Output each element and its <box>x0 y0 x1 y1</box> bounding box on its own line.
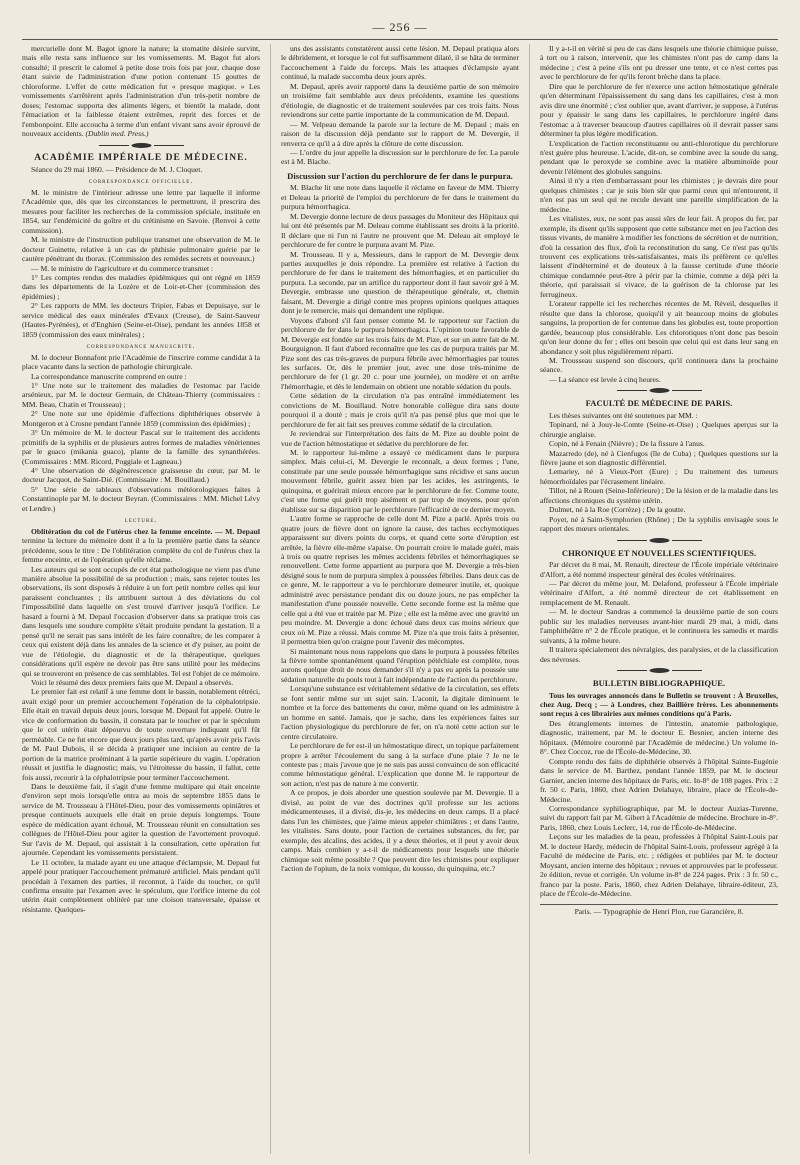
column-3 <box>529 44 778 1154</box>
col2-paragraph: — M. Velpeau demande la parole sur la lecture de M. Depaul ; mais en raison de la discussion déjà pendante sur le rapport de M. Devergie, il renverra ce qu'il a à dire après la clôture de cette discussion. <box>281 119 519 148</box>
col3-paragraph: Les vitalistes, eux, ne sont pas aussi sûrs de leur fait. A propos du fer, par exemple, ils disent qu'ils supposent que cette substance met en jeu l'action des tissus vivants, de manière à modifier les fonctions de sécrétion et de nutrition, d'où la cessation des flux, d'où la reconstitution du sang. Ce n'est pas qu'ils trouvent ces explications très-satisfaisantes, mais ils préfèrent ce qu'elles laissent d'indéterminé et de douteux à la fausse certitude d'une théorie chimique condamnée peut-être à périr par la chimie, comme a déjà péri la théorie, qui paraissait si vivace, de la guérison de la chlorose par les ferrugineux. <box>540 214 778 299</box>
reading-item: Dans le deuxième fait, il s'agit d'une femme multipare qui était enceinte d'environ sept mois lorsqu'elle entra au mois de septembre 1855 dans le service de M. Trousseau à l'Hôtel-Dieu, pour des vomissements opiniâtres et presque continuels auxquels elle était en proie depuis longtemps. Toute espèce de médication ayant échoué, M. Trousseau réunit en consultation ses collègues de l'Hôtel-Dieu pour agiter la question de l'avortement provoqué. Sur l'avis de M. Depaul, qui assistait à la consultation, cette opération fut ajournée. Cependant les vomissements persistaient. <box>22 781 260 858</box>
discussion-paragraph: Voyons d'abord s'il faut penser comme M. le rapporteur sur l'action du perchlorure de fer dans le purpura hémorrhagica. L'opinion toute favorable de M. Devergie est fondée sur les trois faits de M. Pize, et sur un autre fait de M. Bourguignon. Il faut d'abord reconnaître que les cas de purpura traités par M. Pize sont des cas très-graves de purpura fébrile avec hémorrhagies par toutes les surfaces. Or, dès le premier jour, avec une dose très-minime de perchlorure de fer (1 gr. 20 c. pour une journée), on modère et on arrête l'hémorrhagie, et dès le lendemain on obtient une notable sédation du pouls. <box>281 315 519 391</box>
session-line: Séance du 29 mai 1860. — Présidence de M. J. Cloquet. <box>31 164 203 174</box>
reading-item: Le 11 octobre, la malade ayant eu une attaque d'éclampsie, M. Depaul fut appelé pour pratiquer l'accouchement prématuré artificiel. Mais pendant qu'il procédait à l'examen des parties, il reconnut, à l'aide du toucher, ce qu'il confirma ensuite par l'examen avec le spéculum, que l'orifice interne du col utérin était complètement oblitéré par une cloison transversale, épaisse et résistante. Quelques- <box>22 857 260 914</box>
discussion-paragraph: Je reviendrai sur l'interprétation des faits de M. Pize au double point de vue de l'action hémostatique et sédative du perchlorure de fer. <box>281 429 519 448</box>
discussion-paragraph: M. Trousseau. Il y a, Messieurs, dans le rapport de M. Devergie deux parties auxquelles je dois répondre. La première est relative à l'action du perchlorure de fer dans le traitement des hémorrhagies, et en particulier du purpura. La seconde, par un artifice du rapporteur dont il faut savoir gré à M. Devergie, embrasse une question de thérapeutique générale, et, chemin faisant, M. Devergie a dirigé contre mes propres opinions quelques attaques dont je le remercie, mais qui demandent une réplique. <box>281 249 519 316</box>
discussion-paragraph: L'autre forme se rapproche de celle dont M. Pize a parlé. Après trois ou quatre jours de fièvre dont on ignore la cause, des taches ecchymotiques apparaissent sur divers points du corps, et quand cette sorte d'éruption est arrêtée, la fièvre elle-même s'apaise. On pourrait croire le malade guéri, mais à trois ou quatre reprises les mêmes accidents fébriles et hémorrhagiques se renouvellent. Cette forme appartient au purpura que M. Devergie a très-bien désigné sous le nom de purpura simplex à poussées fébriles. Dans deux cas de ce genre, M. le rapporteur a vu le perchlorure demeurer inutile, et, quoique administré avec persistance pendant dix ou douze jours, ne pas empêcher la manifestation d'une poussée nouvelle. Cette seconde forme est la même que celle qui a été vue et traitée par M. Pize ; elle est la même avec une gravité un peu moindre. M. Devergie a donc échoué dans deux cas moins sérieux que ceux où M. Pize a réussi. Mais comme M. Pize n'a que trois faits à présenter, il permettra bien qu'on craigne pour l'avenir des mécomptes. <box>281 514 519 647</box>
official-list <box>22 188 260 339</box>
manuscript-list <box>22 353 260 514</box>
discussion-paragraph: Si maintenant nous nous rappelons que dans le purpura à poussées fébriles la fièvre tombe spontanément quand l'éruption pétéchiale est complète, nous aurons quelque droit de nous demander s'il n'y a pas eu après la poussée une sédation naturelle du pouls tout à fait indépendante de l'action du perchlorure. <box>281 646 519 684</box>
reading-paragraph <box>22 527 260 565</box>
col3-paragraph: M. Trousseau suspend son discours, qu'il continuera dans la prochaine séance. <box>540 355 778 375</box>
official-item: M. le ministre de l'intérieur adresse une lettre par laquelle il informe l'Académie que, dès que les circonstances le permettront, il prescrira des mesures pour faciliter les recherches de la commission spéciale, instituée en 1854, sur l'endémicité du goître et du crétinisme en Savoie. (Renvoi à cette commission). <box>22 187 260 235</box>
discussion-paragraph: M. le rapporteur lui-même a essayé ce médicament dans le purpura simplex. Mais celui-ci, M. Devergie le reconnaît, a deux formes ; l'une, constituée par une seule poussée hémorrhagique sans récidive et sans aucun mouvement fébrile, guérit assez bien par les acides, les astringents, le quinquina, et guérirait mieux encore par le perchlorure de fer. Comme toute, c'est une forme qui guérit trop aisément et par trop de moyens, pour qu'on établisse sur sa disparition par le perchlorure l'efficacité de ce dernier moyen. <box>281 448 519 514</box>
chronique-title: CHRONIQUE ET NOUVELLES SCIENTIFIQUES. <box>561 547 757 558</box>
thesis-item: Dulmet, né à la Roe (Corrèze) ; De la goutte. <box>549 505 686 515</box>
intro-citation: (Dublin med. Press.) <box>85 129 149 139</box>
col3-paragraph: — La séance est levée à cinq heures. <box>549 374 661 384</box>
chronique-item: Par décret du 8 mai, M. Renault, directeur de l'École impériale vétérinaire d'Alfort, a été nommé inspecteur général des écoles vétérinaires. <box>540 560 778 579</box>
reading-item: Voici le résumé des deux premiers faits que M. Depaul a observés. <box>31 678 234 687</box>
official-item: 2° Les rapports de MM. les docteurs Tripier, Fabas et Depuisaye, sur le service médical des eaux minérales d'Evaux (Creuse), de Saint-Sauveur (Hautes-Pyrénées), et d'Enghien (Seine-et-Oise), pendant les années 1858 et 1859 (commission des eaux minérales) ; <box>22 301 260 339</box>
reading-text: termine la lecture du mémoire dont il a lu la première partie dans la séance précédente, sous le titre : De l'oblitération complète du col de l'utérus chez la femme enceinte, et de l'opération qu'elle réclame. <box>22 536 260 565</box>
bulletin-intro: Tous les ouvrages annoncés dans le Bulletin se trouvent : À Bruxelles, chez Aug. Decq ; — à Londres, chez Baillière frères. Les abonnements sont reçus à ces librairies aux mêmes conditions qu'à Paris. <box>540 690 778 719</box>
thesis-item: Mazarredo (de), né à Cienfugos (île de Cuba) ; Quelques questions sur la fièvre jaune et son diagnostic différentiel. <box>540 448 778 468</box>
discussion-paragraph: M. Blache lit une note dans laquelle il réclame en faveur de MM. Thierry et Deleau la priorité de l'emploi du perchlorure de fer dans le traitement du purpura hémorrhagica. <box>281 183 519 212</box>
discussion-paragraph: Le perchlorure de fer est-il un hémostatique direct, un topique parfaitement propre à arrêter l'écoulement du sang à la surface d'une plaie ? Je ne le conteste pas ; mais j'avoue que je ne suis pas aussi convaincu de son efficacité comme hémostatique général. L'explication que donne M. le rapporteur de son action, n'est pas de nature à me convertir. <box>281 741 519 788</box>
bulletin-item: Des étranglements internes de l'intestin, anatomie pathologique, diagnostic, traitement, par M. le docteur E. Besnier, ancien interne des hôpitaux. (Mémoire couronné par l'Académie de médecine.) Un volume in-8°. Chez Coccoz, rue de l'École-de-Médecine, 30. <box>540 718 778 757</box>
chronique-item: — M. le docteur Sandras a commencé la deuxième partie de son cours public sur les maladies nerveuses avant-hier mardi 29 mai, à midi, dans l'amphithéâtre n° 2 de l'École pratique, et le continuera les samedis et mardis suivants, à la même heure. <box>540 607 778 645</box>
reading-heading: lecture. <box>124 516 158 525</box>
col2-paragraph: M. Depaul, après avoir rapporté dans la deuxième partie de son mémoire un troisième fait semblable aux deux précédents, examine les questions d'étiologie, de diagnostic et de traitement soulevées par ces trois faits. Nous reviendrons sur cette partie importante de la communication de M. Depaul. <box>281 81 519 120</box>
thesis-item: Poyet, né à Saint-Symphorien (Rhône) ; De la syphilis envisagée sous le rapport des mœurs orientales. <box>540 514 778 534</box>
ornament-divider-icon <box>99 142 184 149</box>
chronique-list <box>540 560 778 664</box>
manuscript-item: 1° Une note sur le traitement des maladies de l'estomac par l'acide arsénieux, par M. le docteur Germain, de Château-Thierry (commissaires : MM. Beau, Chatin et Trousseau) ; <box>22 380 260 409</box>
ornament-divider-icon <box>617 667 702 674</box>
col3-paragraph: L'explication de l'action reconstituante ou anti-chlorotique du perchlorure n'est guère plus heureuse. L'acide, dit-on, se combine avec la soude du sang, pendant que le peroxyde se combine avec la matière albuminoïde pour devenir l'élément des globules sanguins. <box>540 138 778 176</box>
ornament-divider-icon <box>617 387 702 394</box>
col3-paragraph: Dire que le perchlorure de fer n'exerce une action hémostatique générale qu'en déterminant l'épaississement du sang dans les capillaires, c'est à mon avis dire une énormité ; c'est oublier que, avant d'arriver, je suppose, à l'utérus pour y épaissir le sang dans les capillaires, le perchlorure ingéré dans l'estomac a à traverser beaucoup d'autres capillaires où il devrait passer sans déterminer la plus légère modification. <box>540 81 778 139</box>
manuscript-item: 4° Une observation de dégénérescence graisseuse du cœur, par M. le docteur Jacquot, de Saint-Dié. (Commissaire : M. Bouillaud.) <box>22 466 260 485</box>
reading-item: Les auteurs qui se sont occupés de cet état pathologique ne vient pas d'une manière absolue la possibilité de sa production ; mais, sans rejeter toutes les observations, ils sont disposés à réduire à un fort petit nombre celles qui leur paraissent concluantes ; ils attribuent surtout à des déviations du col l'impossibilité dans laquelle on s'est trouvé d'arriver jusqu'à l'orifice. Le hasard a fourni à M. Depaul l'occasion d'observer dans sa pratique trois cas dans lesquels une soudure complète s'était produite pendant la gestation. Il a pensé qu'il ne serait pas sans intérêt de les faire connaître, de les comparer à ceux qui existent déjà dans les annales de la science et d'y puiser, au point de vue de l'étiologie, du diagnostic et de la thérapeutique, quelques considérations qu'il espère ne devoir pas être sans utilité pour les médecins qui se trouveront en présence de cas semblables. Tel est l'objet de ce mémoire. <box>22 564 260 678</box>
discussion-paragraph: A ce propos, je dois aborder une question soulevée par M. Devergie. Il a divisé, au point de vue des doctrines qu'il professe sur les actions médicamenteuses, il a divisé, dis-je, les médecins en deux camps. Il a placé dans l'un les chimistes, que j'aime mieux appeler chimiâtres ; et dans l'autre, les vitalistes. Sans doute, pour l'action de certaines substances, du fer, par exemple, des alcalins, des acides, il y a deux théories, et il peut y avoir deux camps. Mais combien y a-t-il de médicaments pour lesquels une théorie chimique soit même possible ? Que peuvent dire les chimistes pour expliquer l'action de l'opium, de la noix vomique, du kousso, du quinquina, etc.? <box>281 788 519 873</box>
faculty-title: FACULTÉ DE MÉDECINE DE PARIS. <box>585 398 733 409</box>
column-2 <box>270 44 519 1154</box>
thesis-item: Lemariey, né à Vieux-Port (Eure) ; Du traitement des tumeurs hémorrhoïdales par l'écrasement linéaire. <box>540 467 778 486</box>
manuscript-item: 3° Un mémoire de M. le docteur Pascal sur le traitement des accidents primitifs de la syphilis et de plusieurs autres formes de maladies vénériennes par le guaco (mikania guaco), plante de la famille des synanthérées. (Commissaires : MM. Ricord, Poggiale et Lagneau.) <box>22 428 260 466</box>
discussion-paragraph: Cette sédation de la circulation n'a pas entraîné immédiatement les convictions de M. Bouillaud. Notre honorable collègue dira sans doute pourquoi il a douté ; mais je crois qu'il n'a pas pensé plus que moi que le perchlorure de fer ait fait ses preuves comme sédatif de la circulation. <box>281 391 519 429</box>
col3-paragraph: Il y a-t-il en vérité si peu de cas dans lesquels une théorie chimique puisse, à tort ou à raison, intervenir, que les chimistes n'ont pas de camp dans la médecine ; c'est à peine s'ils ont pu dresser une tente, et ce n'est certes pas avec le perchlorure de fer qu'ils feront brèche dans la place. <box>540 44 778 82</box>
thesis-item: Copin, né à Fenain (Nièvre) ; De la fissure à l'anus. <box>549 439 705 449</box>
bulletin-title: BULLETIN BIBLIOGRAPHIQUE. <box>592 678 726 689</box>
chronique-item: Il traitera spécialement des névralgies, des paralysies, et de la classification des névroses. <box>540 645 778 664</box>
manuscript-item: M. le docteur Bonnafont prie l'Académie de l'inscrire comme candidat à la place vacante dans la section de pathologie chirurgicale. <box>22 352 260 372</box>
chronique-item: — Par décret du même jour, M. Delafond, professeur à l'École impériale vétérinaire d'Alfort, a été nommé directeur de cet établissement en remplacement de M. Renault. <box>540 579 778 607</box>
col2-paragraph: — L'ordre du jour appelle la discussion sur le perchlorure de fer. La parole est à M. Blache. <box>281 147 519 167</box>
theses-intro: Les thèses suivantes ont été soutenues par MM. : <box>549 410 698 420</box>
col2-paragraph: uns des assistants constatèrent aussi cette lésion. M. Depaul pratiqua alors le débridement, et lorsque le col fut suffisamment dilaté, il se hâta de terminer l'accouchement à l'aide du forceps. Mais les attaques d'éclampsie ayant continué, la malade succomba deux jours après. <box>281 44 519 82</box>
discussion-heading: Discussion sur l'action du perchlorure de fer dans le purpura. <box>287 170 513 181</box>
thesis-item: Tillot, né à Rouen (Seine-Inférieure) ; De la lésion et de la maladie dans les affections chroniques du système utérin. <box>540 486 778 505</box>
official-item: — M. le ministre de l'agriculture et du commerce transmet : <box>31 263 214 273</box>
intro-paragraph <box>22 44 260 139</box>
official-item: 1° Les comptes rendus des maladies épidémiques qui ont régné en 1859 dans les départements de la Lozère et de Loir-et-Cher (commission des épidémies) ; <box>22 272 260 301</box>
header-rule <box>22 39 778 40</box>
page-number: — 256 — <box>372 20 428 34</box>
manuscript-item: La correspondance manuscrite comprend en outre : <box>31 371 187 381</box>
intro-text: mercurielle dont M. Bagot ignore la nature; la stomatite désirée survint, mais elle resta sans influence sur les vomissements. M. Bagot fut alors consulté; il prescrit le calomel à petite dose trois fois par jour, chaque dose étant suivie de l'administration d'une potion contenant 15 gouttes de chloroforme. L'effet de cette médication fut « presque magique. » Les vomissements s'arrêtèrent après l'administration d'un très-petit nombre de doses; l'estomac supporta des aliments légers, et bientôt la malade, dont l'émaciation et la faiblesse étaient extrêmes, reprit des forces et de l'embonpoint. Elle accoucha à terme d'un enfant vivant sans avoir éprouvé de nouveaux accidents. <box>22 44 260 139</box>
thesis-item: Topinard, né à Jouy-le-Comte (Seine-et-Oise) ; Quelques aperçus sur la chirurgie anglaise. <box>540 420 778 439</box>
manuscript-item: 5° Une série de tableaux d'observations météorologiques faites à Constantinople par M. le docteur Beyran. (Commissaires : MM. Michel Lévy et Lendre.) <box>22 484 260 513</box>
reading-title: Oblitération du col de l'utérus chez la femme enceinte. — M. Depaul <box>31 526 260 536</box>
bulletin-list <box>540 719 778 899</box>
bulletin-item: Compte rendu des faits de diphthérie observés à l'hôpital Sainte-Eugénie dans le service de M. Barthez, pendant l'année 1859, par M. le docteur Garnier, ancien interne des hôpitaux de Paris, etc. In-8° de 108 pages. Prix : 2 fr. 50 c. Paris, 1860, chez Adrien Delahaye, libraire, place de l'École-de-Médecine. <box>540 756 778 804</box>
academy-title: ACADÉMIE IMPÉRIALE DE MÉDECINE. <box>34 152 248 163</box>
ornament-divider-icon <box>617 537 702 544</box>
discussion-paragraph: M. Devergie donne lecture de deux passages du Moniteur des Hôpitaux qui lui ont été présentés par M. Deleau comme établissant ses droits à la priorité. Il déclare que ni l'un ni l'autre ne prouvent que M. Deleau ait employé le perchlorure de fer contre le purpura avant M. Pize. <box>281 211 519 250</box>
manuscript-heading: correspondance manuscrite. <box>86 342 196 351</box>
col3-paragraph: Ainsi il n'y a rien d'embarrassant pour les chimistes ; je devrais dire pour quelques chimistes ; car je suis bien sûr que parmi ceux qui m'entourent, il n'en est pas un seul qui ne recule devant une pareille simplification de la médecine. <box>540 176 778 214</box>
printer-footer: Paris. — Typographie de Henri Plon, rue Garancière, 8. <box>540 904 778 916</box>
col3-paragraph: L'orateur rappelle ici les recherches récentes de M. Réveil, desquelles il résulte que dans la chlorose, quoiqu'il y ait beaucoup moins de globules sanguins, la proportion de fer contenue dans les globules est, toute proportion gardée, beaucoup plus considérable. Les chlorotiques n'ont donc pas besoin qu'on leur donne du fer ; elles ont besoin que celui qui est dans leur sang en abondance y soit plus régulièrement réparti. <box>540 299 778 356</box>
bulletin-item: Leçons sur les maladies de la peau, professées à l'hôpital Saint-Louis par M. le docteur Hardy, médecin de l'hôpital Saint-Louis, professeur agrégé à la Faculté de médecine de Paris, etc. ; rédigées et publiées par M. le docteur Moysant, ancien interne des hôpitaux ; revues et approuvées par le professeur. 2e édition, revue et corrigée. Un volume in-8° de 224 pages. Prix : 3 fr. 50 c., franco par la poste. Paris, 1860, chez Adrien Delahaye, libraire-éditeur, 23, place de l'École-de-Médecine. <box>540 832 778 899</box>
bulletin-item: Correspondance syphiliographique, par M. le docteur Auzias-Turenne, suivi du rapport fait par M. Gibert à l'Académie de médecine. Brochure in-8°. Paris, 1860, chez Louis Leclerc, 14, rue de l'École-de-Médecine. <box>540 803 778 832</box>
manuscript-item: 2° Une note sur une épidémie d'affections diphthériques observée à Montgeron et à Crosne pendant l'année 1859 (commission des épidémies) ; <box>22 409 260 428</box>
discussion-paragraph: Lorsqu'une substance est véritablement sédative de la circulation, ses effets se font sentir même sur un sujet sain. L'aconit, la digitale diminuent le nombre et la force des battements du cœur, même quand on les administre à un homme en santé. Jamais, que je sache, dans les expériences faites sur l'action physiologique du perchlorure de fer, on n'a noté cette action sur le centre circulatoire. <box>281 684 519 741</box>
official-heading: correspondance officielle. <box>88 177 194 186</box>
official-item: M. le ministre de l'instruction publique transmet une observation de M. le docteur Guinette, relative à un cas de phthisie pulmonaire guérie par le cautère pénétrant du thorax. (Commission des remèdes secrets et nouveaux.) <box>22 235 260 264</box>
theses-list <box>540 420 778 533</box>
column-1 <box>22 44 260 1154</box>
columns <box>22 44 778 1154</box>
reading-item: Le premier fait est relatif à une femme dont le bassin, notablement rétréci, avait exigé pour un premier accouchement l'opération de la céphalotripsie. Elle était en travail depuis deux jours, lorsque M. Depaul fut appelé. Outre le vice de conformation du bassin, il constata par le toucher et par le spéculum que le col utérin était dépourvu de toute ouverture indiquant qu'il fût perméable. Ce ne fut encore que deux jours plus tard, qu'après avoir pris l'avis de M. Paul Dubois, il se décida à pratiquer une incision au centre de la portion de la matrice proéminant à la partie supérieure du vagin. L'opération réussit et justifia le diagnostic; mais, vu l'étroitesse du bassin, il fallut, cette fois aussi, recourir à la céphalotripsie pour terminer l'accouchement. <box>22 687 260 782</box>
